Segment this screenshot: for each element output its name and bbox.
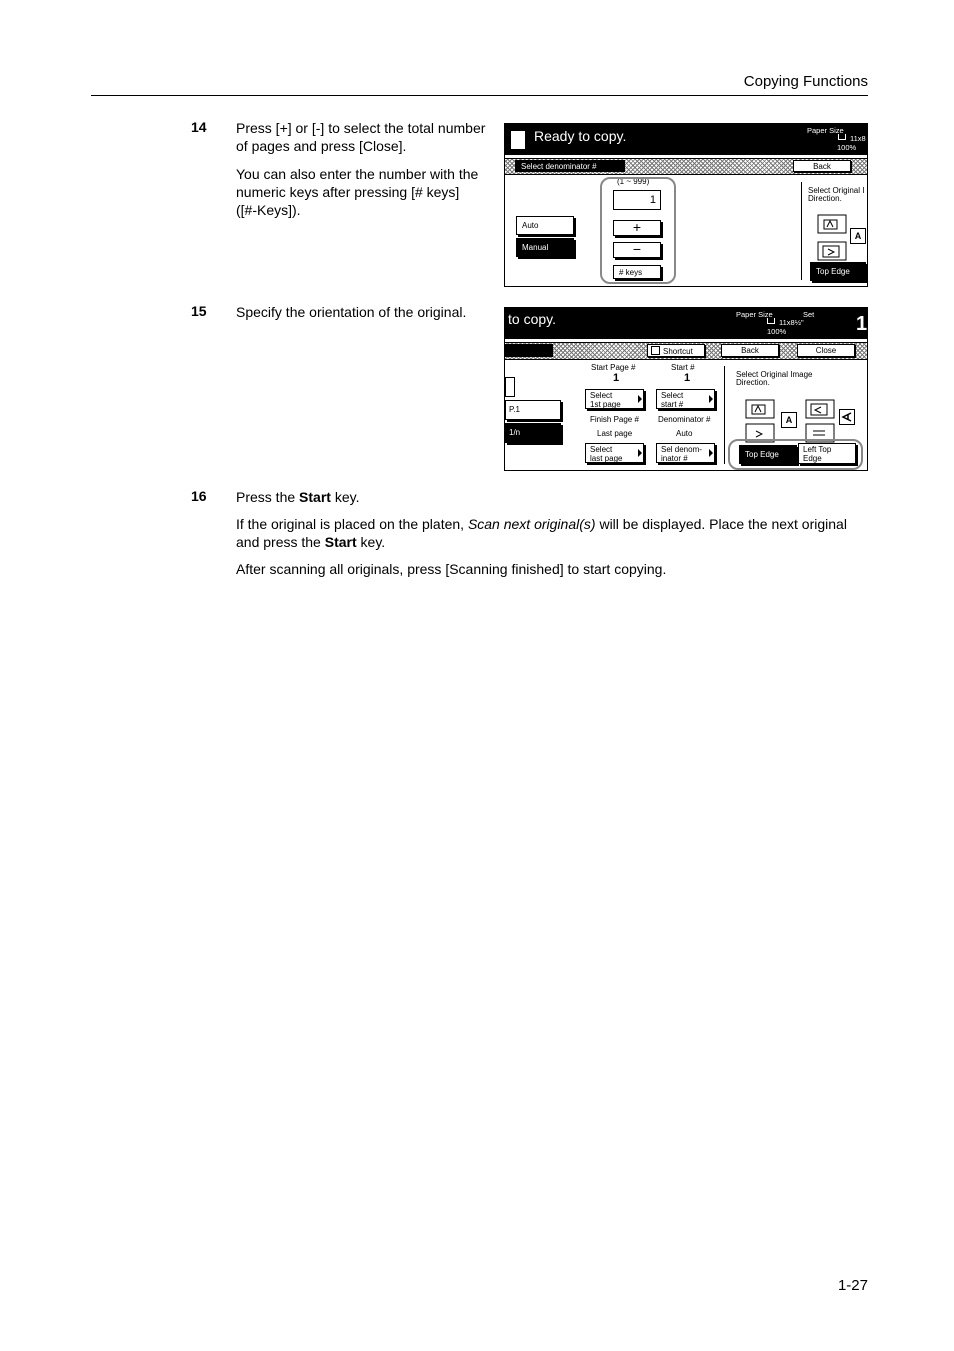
- step-16-p1: Press the Start key.: [236, 489, 360, 505]
- start-page-value: 1: [613, 372, 620, 384]
- minus-button[interactable]: −: [613, 242, 661, 258]
- a-mark-icon: A: [781, 412, 797, 428]
- set-label: Set: [803, 310, 815, 319]
- step-number-16: 16: [191, 488, 207, 504]
- step-16-p3: After scanning all originals, press [Scanning finished] to start copying.: [236, 561, 667, 577]
- select-first-page-button[interactable]: Select 1st page: [585, 389, 644, 409]
- page-number: 1-27: [837, 1277, 868, 1294]
- auto-value: Auto: [676, 429, 693, 438]
- highlight-ring: [728, 439, 863, 470]
- original-left-top-edge-icon[interactable]: [803, 397, 839, 421]
- tab-select-denominator[interactable]: Select denominator #: [515, 160, 625, 172]
- direction-label-2: Direction.: [736, 378, 770, 387]
- finish-page-label: Finish Page #: [590, 415, 639, 424]
- triangle-right-icon: [638, 449, 642, 457]
- left-top-edge-button[interactable]: Left Top Edge: [798, 443, 856, 464]
- last-page-value: Last page: [597, 429, 633, 438]
- side-tab-partial[interactable]: [505, 377, 515, 397]
- start-label: Start #: [671, 363, 695, 372]
- step-16-text: [236, 488, 847, 578]
- screen2-message: to copy.: [508, 311, 556, 327]
- auto-button[interactable]: Auto: [516, 216, 574, 235]
- select-last-page-button[interactable]: Select last page: [585, 443, 644, 463]
- start-value: 1: [684, 372, 691, 384]
- back-button[interactable]: Back: [721, 344, 779, 357]
- screen1-divider: [801, 182, 802, 280]
- screen1-header: [505, 124, 867, 155]
- step-number-15: 15: [191, 303, 207, 319]
- header-title: Copying Functions: [743, 73, 868, 90]
- close-button[interactable]: Close: [797, 344, 855, 357]
- active-tab[interactable]: [505, 344, 553, 357]
- paper-size-value: 11x8½": [779, 318, 804, 327]
- triangle-right-icon: [709, 395, 713, 403]
- highlight-ring: [600, 177, 676, 284]
- screen2-header: [505, 308, 867, 339]
- paper-size-label: Paper Size: [807, 126, 844, 135]
- original-top-edge-icon[interactable]: [743, 397, 779, 421]
- paper-size-value: 11x8: [850, 134, 866, 143]
- header-rule: [91, 95, 868, 96]
- triangle-right-icon: [638, 395, 642, 403]
- back-button[interactable]: Back: [793, 160, 851, 172]
- select-start-button[interactable]: Select start #: [656, 389, 715, 409]
- shortcut-button[interactable]: Shortcut: [647, 344, 705, 357]
- step-16-p2-line-2: and press the Start key.: [236, 534, 386, 550]
- a-mark-icon: A: [850, 228, 866, 244]
- p1-button[interactable]: P.1: [505, 400, 561, 420]
- step-15-text: Specify the orientation of the original.: [236, 304, 467, 320]
- paper-size-label: Paper Size: [736, 310, 773, 319]
- one-n-button[interactable]: 1/n: [505, 423, 561, 443]
- screen-denominator: [504, 123, 868, 287]
- zoom-value: 100%: [837, 143, 857, 152]
- original-top-edge-icon[interactable]: [815, 212, 851, 236]
- select-denominator-button[interactable]: Sel denom- inator #: [656, 443, 715, 463]
- rotated-a-icon: [839, 409, 855, 425]
- range-label: (1 ~ 999): [617, 177, 650, 186]
- step-14-line-4: numeric keys after pressing [# keys]: [236, 184, 460, 200]
- hash-keys-button[interactable]: # keys: [613, 265, 661, 279]
- step-14-line-2: of pages and press [Close].: [236, 138, 407, 154]
- step-14-line-3: You can also enter the number with the: [236, 166, 479, 182]
- screen2-tab-bar: [505, 342, 867, 360]
- copy-count: 1: [856, 313, 868, 335]
- denominator-label: Denominator #: [658, 415, 711, 424]
- shortcut-icon: [651, 346, 660, 355]
- original-left-edge-icon[interactable]: [815, 239, 851, 263]
- manual-button[interactable]: Manual: [516, 238, 574, 257]
- direction-label-1: Select Original Image: [736, 370, 813, 379]
- screen-page-numbering: [504, 307, 868, 471]
- screen1-tab-bar: [505, 158, 867, 175]
- screen1-message: Ready to copy.: [534, 128, 627, 144]
- paper-tray-icon: [767, 318, 775, 324]
- step-14-line-5: ([#-Keys]).: [236, 202, 301, 218]
- direction-label-1: Select Original I: [808, 186, 865, 195]
- step-16-p2: If the original is placed on the platen, Scan next original(s) will be displayed. Place the next original: [236, 516, 847, 532]
- triangle-right-icon: [709, 449, 713, 457]
- plus-button[interactable]: +: [613, 220, 661, 236]
- top-edge-button[interactable]: Top Edge: [810, 262, 866, 281]
- top-edge-button[interactable]: Top Edge: [739, 445, 797, 464]
- step-number-14: 14: [191, 119, 207, 135]
- document-icon: [510, 130, 526, 150]
- denominator-value-display: 1: [613, 190, 661, 210]
- paper-tray-icon: [838, 134, 846, 140]
- step-14-text: [236, 119, 485, 219]
- direction-label-2: Direction.: [808, 194, 842, 203]
- zoom-value: 100%: [767, 327, 787, 336]
- start-page-label: Start Page #: [591, 363, 636, 372]
- step-14-line-1: Press [+] or [-] to select the total number: [236, 120, 486, 136]
- screen2-divider: [724, 366, 725, 464]
